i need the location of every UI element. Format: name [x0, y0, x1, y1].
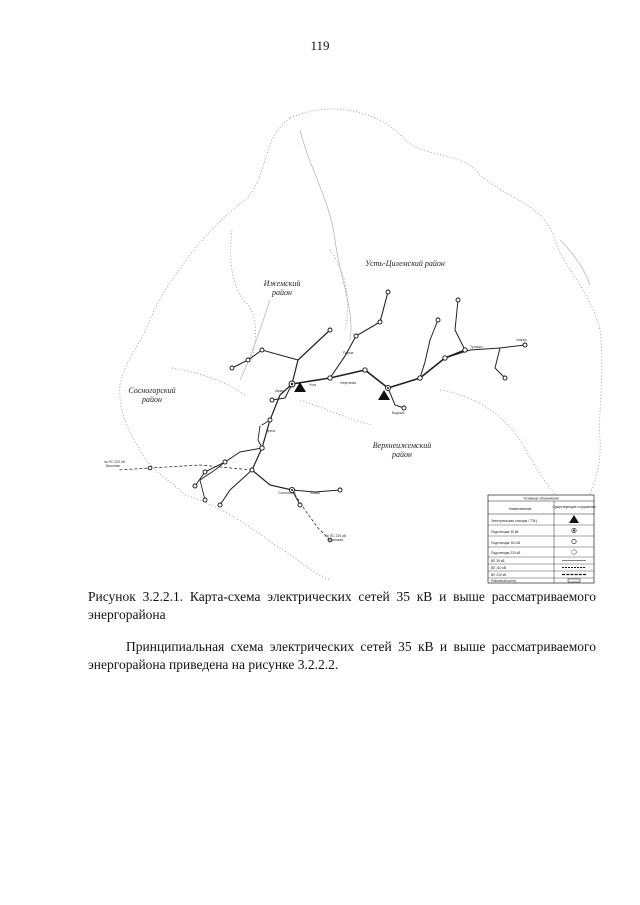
substation-label: Кожва	[310, 491, 320, 495]
legend-row: Подстанция 220 кВ	[491, 551, 521, 555]
map-legend	[488, 495, 596, 583]
substations	[148, 290, 527, 542]
substation-label: Ухта	[309, 383, 317, 387]
legend-header-left: Наименование	[508, 507, 532, 511]
legend-row: ВЛ 35 кВ	[491, 559, 505, 563]
legend-substation-110-icon	[572, 539, 576, 543]
body-paragraph: Принципиальная схема электрических сетей 35 кВ и выше рассматриваемого энергорайона приведена на рисунке 3.2.2.2.	[88, 639, 596, 672]
district-label-mezen: Верхнеижемский район	[372, 441, 432, 459]
substation-labels	[266, 338, 527, 495]
legend-district-center-icon	[568, 579, 580, 582]
legend-row: Подстанция 35 кВ	[491, 530, 519, 534]
legend-title: Условные обозначения	[523, 496, 559, 501]
legend-row: Электрическая станция / ТЭЦ	[491, 519, 537, 523]
substation-label: Сосногорск	[278, 491, 296, 495]
substation-label: Водный	[392, 411, 405, 415]
substation-label: Троицко	[470, 345, 483, 349]
page-number: 119	[310, 38, 330, 53]
substation-label: Парма	[343, 351, 354, 355]
district-label-ust-tsilma: Усть-Цилемский район	[365, 259, 445, 268]
district-label-izhma: Ижемский район	[263, 279, 301, 297]
feeder-label-south: на ПС 220 кВ Ухтинская	[325, 534, 346, 542]
legend-row: Подстанция 110 кВ	[491, 541, 521, 545]
substation-label: Ижма	[275, 389, 284, 393]
substation-label: Нефтяная	[340, 381, 357, 385]
substation-label: Ярега	[266, 429, 276, 433]
legend-substation-220-icon	[572, 550, 577, 555]
legend-row: ВЛ 220 кВ	[491, 573, 507, 577]
transmission-lines	[195, 292, 525, 505]
legend-header-right: Существующие сооружения	[552, 505, 596, 509]
substation-label: Усинск	[516, 338, 527, 342]
legend-row: Районный центр	[491, 579, 517, 583]
figure-caption: Рисунок 3.2.2.1. Карта-схема электрических сетей 35 кВ и выше рассматриваемого энергорайона	[88, 589, 596, 622]
substation-fills	[291, 383, 389, 491]
feeder-label-west: на ПС 220 кВ Вишнево	[104, 460, 125, 468]
district-label-sosnogorsk: Сосногорский район	[128, 386, 176, 404]
legend-row: ВЛ 110 кВ	[491, 566, 507, 570]
rivers	[240, 130, 590, 380]
legend-substation-35-icon	[572, 528, 576, 532]
